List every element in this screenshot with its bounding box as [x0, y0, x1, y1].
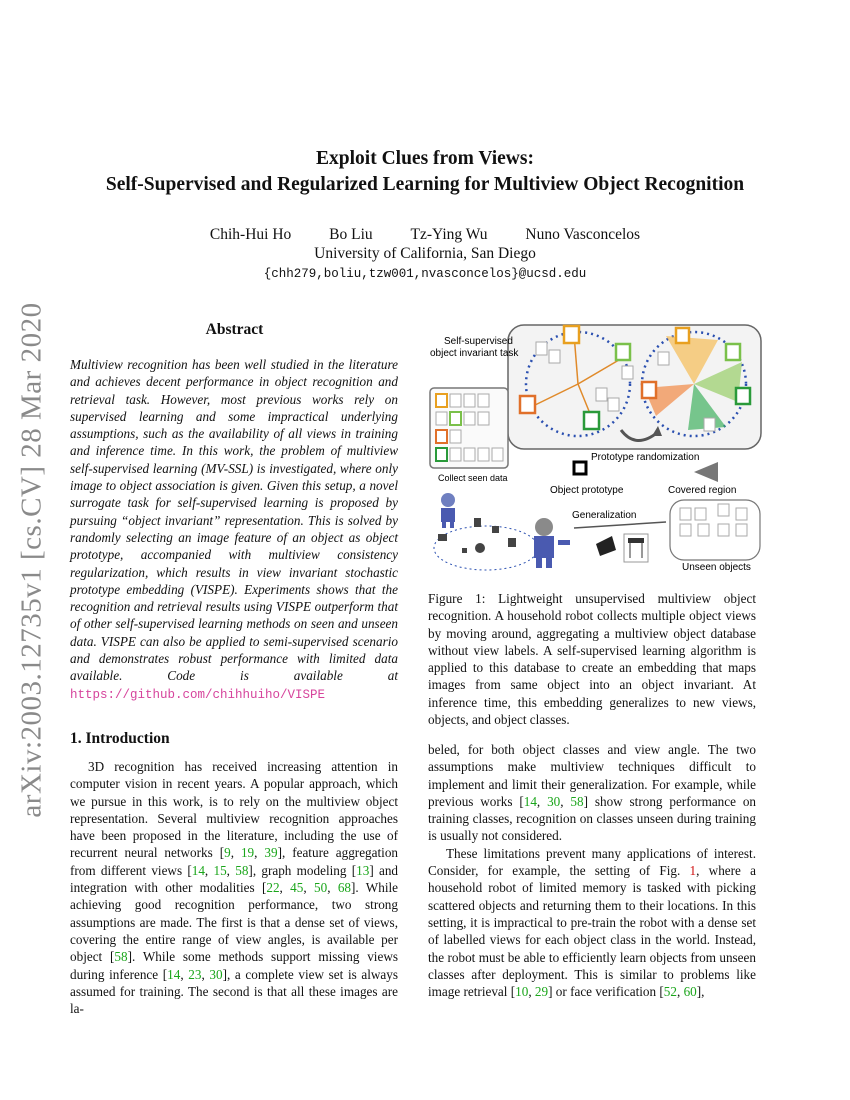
citation-link[interactable]: 58	[570, 793, 584, 809]
author-name: Chih-Hui Ho	[209, 226, 292, 243]
citation-link[interactable]: 22	[266, 880, 280, 896]
citation-link[interactable]: 29	[534, 984, 549, 1000]
citation-link[interactable]: 14	[523, 793, 537, 809]
scattered-objects	[438, 518, 516, 553]
text-run: These limitations prevent many applications of interest. Consider, for example, the setting of Fig.	[428, 845, 756, 879]
text-run: ,	[279, 880, 291, 896]
figure-ref-link[interactable]: 1	[689, 863, 697, 879]
paper-title-line1: Exploit Clues from Views:	[316, 148, 534, 169]
citation-link[interactable]: 13	[356, 862, 370, 878]
citation-link[interactable]: 14	[167, 966, 181, 982]
citation-link[interactable]: 39	[264, 845, 278, 861]
intro-paragraph	[70, 758, 398, 1017]
citation-link[interactable]: 23	[188, 966, 202, 982]
citation-link[interactable]: 45	[290, 880, 304, 896]
arxiv-id: arXiv:2003.12735v1 [cs.CV] 28 Mar 2020	[15, 302, 48, 818]
intro-heading: 1. Introduction	[70, 730, 170, 747]
text-run: ,	[327, 880, 338, 896]
text-run: ,	[230, 845, 241, 861]
text-run: 3D recognition has received increasing attention in computer vision in recent years. A popular approach, which we pursue in this work, is to rely on the multiview object representation. Several multiview recognition approaches have been proposed in the literature, including the use of recurrent neural networks [	[70, 759, 398, 861]
robot-icon	[441, 493, 455, 528]
text-run: ] and integration with other modalities [	[70, 862, 399, 896]
generalization-line	[574, 522, 666, 528]
citation-link[interactable]: 15	[213, 862, 227, 878]
text-run: ,	[254, 845, 265, 861]
text-run: ] show strong performance on training classes, recognition on classes unseen during training is usually not considered.	[428, 793, 757, 844]
text-run: ,	[201, 966, 210, 982]
citation-link[interactable]: 58	[114, 949, 128, 965]
paper-title-line2: Self-Supervised and Regularized Learning for Multiview Object Recognition	[105, 174, 745, 195]
text-run: ], graph modeling [	[248, 862, 357, 878]
author-name: Tz-Ying Wu	[410, 226, 488, 243]
text-run: ,	[676, 984, 684, 1000]
citation-link[interactable]: 52	[663, 984, 677, 1000]
intro-paragraph	[428, 741, 756, 845]
citation-link[interactable]: 50	[314, 880, 328, 896]
text-run: ], feature aggregation from different views [	[70, 845, 399, 878]
label-unseen-objects: Unseen objects	[682, 562, 751, 573]
object-prototype-icon	[574, 462, 586, 474]
text-run: , where a household robot of limited memory is tasked with picking scattered objects and returning them to their locations. In this setting, it is impractical to pre-train the robot with a dense set of labelled views for each object class in the world. Instead, the robot must be able to efficiently learn objects from unseen classes after deployment. This is similar to problems like image retrieval [	[428, 863, 756, 1000]
author-name: Nuno Vasconcelos	[525, 226, 641, 243]
text-run: ,	[536, 793, 548, 809]
text-run: beled, for both object classes and view angle. The two assumptions make multiview techniques difficult to implement and limit their generalization. For example, while previous works [	[428, 742, 756, 809]
affiliation: University of California, San Diego	[314, 245, 536, 262]
label-prototype-randomization: Prototype randomization	[591, 452, 700, 463]
citation-link[interactable]: 9	[224, 845, 231, 861]
abstract-heading: Abstract	[205, 321, 264, 338]
citation-link[interactable]: 30	[209, 966, 223, 982]
text-run: ,	[303, 880, 314, 896]
citation-link[interactable]: 14	[191, 862, 205, 878]
text-run: ]. While achieving good recognition performance, two strong assumptions are made. The first is that a dense set of views, covering the entire range of view angles, is available per object [	[70, 880, 399, 965]
citation-link[interactable]: 58	[235, 862, 249, 878]
robot-path	[434, 526, 538, 570]
author-emails: {chh279,boliu,tzw001,nvasconcelos}@ucsd.edu	[263, 267, 587, 281]
citation-link[interactable]: 30	[547, 793, 561, 809]
text-run: ], a complete view set is always assumed for training. The second is that all these images are la-	[70, 966, 399, 1017]
intro-left-column	[70, 758, 398, 1017]
code-link[interactable]: https://github.com/chihhuiho/VISPE	[70, 687, 326, 702]
author-name: Bo Liu	[329, 226, 373, 243]
text-run: ],	[696, 984, 705, 1000]
figure-1	[426, 322, 764, 584]
unseen-thumbnails	[680, 504, 747, 536]
text-run: ,	[560, 793, 571, 809]
arxiv-sidebar	[12, 300, 52, 820]
text-run: ,	[204, 862, 214, 878]
covered-region-icon	[694, 462, 718, 482]
author-list	[0, 226, 850, 244]
text-run: ,	[528, 984, 535, 1000]
label-collect-seen-data: Collect seen data	[438, 473, 508, 483]
text-run: ]. While some methods support missing views during inference [	[70, 949, 398, 982]
abstract-body	[70, 356, 398, 704]
label-covered-region: Covered region	[668, 485, 737, 496]
abstract-text: Multiview recognition has been well studied in the literature and achieves decent performance in object recognition and retrieval task. However, most previous works rely on supervised learning and some impractical underlying assumptions, such as the availability of all views in training and inference time. In this work, the problem of multiview self-supervised learning (MV-SSL) is investigated, where only image to object association is given. Given this setup, a novel surrogate task for self-supervised learning is proposed by pursuing “object invariant” representation. This is solved by randomly selecting an image feature of an object as object prototype, accompanied with multiview consistency regularization, which results in view invariant stochastic prototype embedding (VISPE). Experiments shows that the recognition and retrieval results using VISPE outperform that of other self-supervised learning methods on seen and unseen data. VISPE can also be applied to semi-supervised scenario and demonstrates robust performance with limited data available. Code is available at	[70, 357, 398, 684]
citation-link[interactable]: 68	[337, 880, 352, 896]
text-run: ,	[180, 966, 189, 982]
intro-paragraph	[428, 845, 756, 1001]
label-generalization: Generalization	[572, 510, 637, 521]
label-self-supervised: Self-supervised	[444, 336, 513, 347]
citation-link[interactable]: 60	[683, 984, 697, 1000]
figure-caption: Figure 1: Lightweight unsupervised multiview object recognition. A household robot collects multiple object views by moving around, aggregating a multiview object database without view labels. A self-supervised learning algorithm is applied to this database to create an embedding that maps images from same object into an object invariant. At inference time, this embedding generalizes to new views, objects, and object classes.	[428, 591, 756, 728]
text-run: ] or face verification [	[548, 984, 664, 1000]
label-object-invariant-task: object invariant task	[430, 348, 519, 359]
text-run: ,	[226, 862, 236, 878]
citation-link[interactable]: 10	[515, 984, 529, 1000]
object-shoe-icon	[596, 536, 616, 556]
label-object-prototype: Object prototype	[550, 485, 624, 496]
intro-right-column	[428, 741, 756, 1000]
robot-large-icon	[534, 518, 570, 568]
citation-link[interactable]: 19	[240, 845, 255, 861]
